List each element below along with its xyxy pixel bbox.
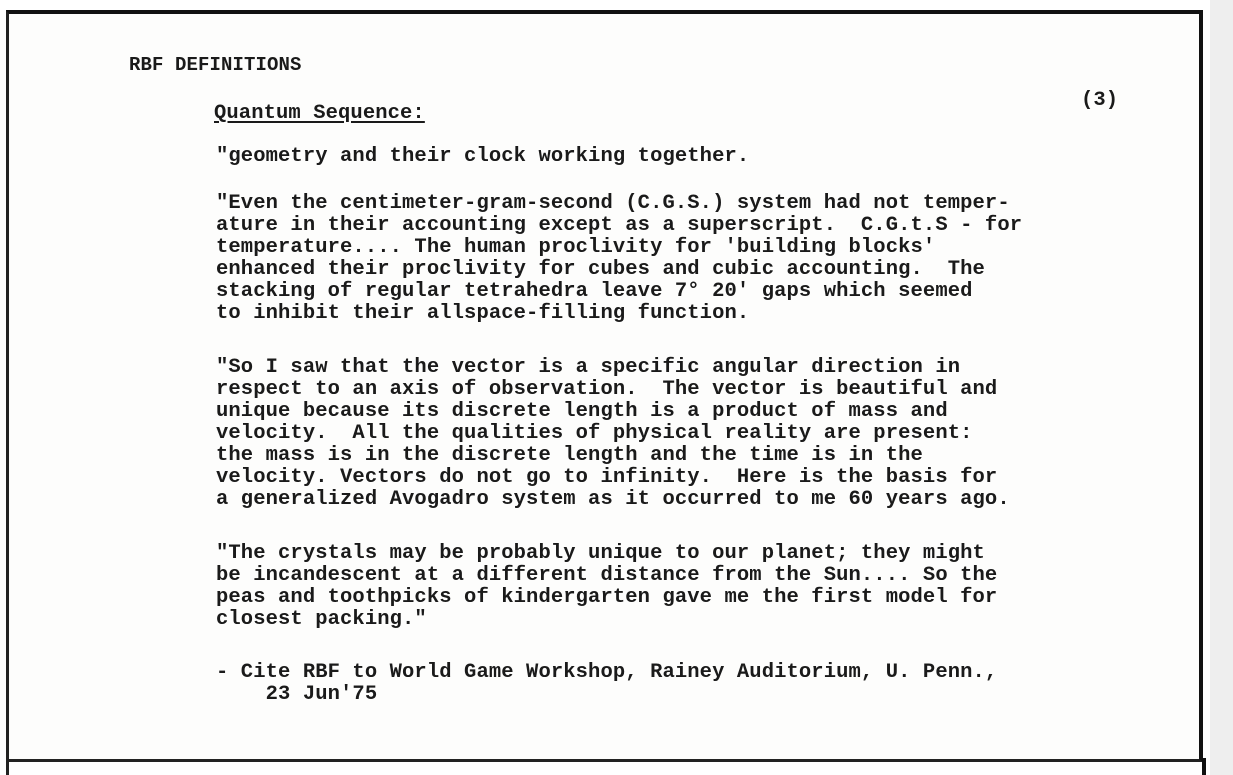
quote-paragraph-3: "So I saw that the vector is a specific angular direction in respect to an axis of observation. The vector is beautiful and unique because its discrete length is a product of mass and velocity. All the qualities of physical reality are present: the mass is in the discrete length and the time is in the velocity. Vectors do not go to infinity. Here is the basis for a generalized Avogadro system as it occurred to me 60 years ago. <box>216 356 1010 511</box>
quote-paragraph-1: "geometry and their clock working together. <box>216 145 750 168</box>
quote-paragraph-4: "The crystals may be probably unique to our planet; they might be incandescent at a different distance from the Sun.... So the peas and toothpicks of kindergarten gave me the first model for closest packing." <box>216 542 998 631</box>
document-heading: RBF DEFINITIONS <box>129 54 302 76</box>
next-card-edge <box>6 758 1206 775</box>
definition-subtitle: Quantum Sequence: <box>214 102 425 125</box>
page-number: (3) <box>1081 89 1119 112</box>
citation: - Cite RBF to World Game Workshop, Rainey Auditorium, U. Penn., 23 Jun'75 <box>216 661 998 706</box>
scan-margin <box>1210 0 1233 775</box>
quote-paragraph-2: "Even the centimeter-gram-second (C.G.S.) system had not temper- ature in their accounting except as a superscript. C.G.t.S - for temperature.... The human proclivity for 'building blocks' enhanced their proclivity for cubes and cubic accounting. The stacking of regular tetrahedra leave 7° 20' gaps which seemed to inhibit their allspace-filling function. <box>216 192 1023 325</box>
